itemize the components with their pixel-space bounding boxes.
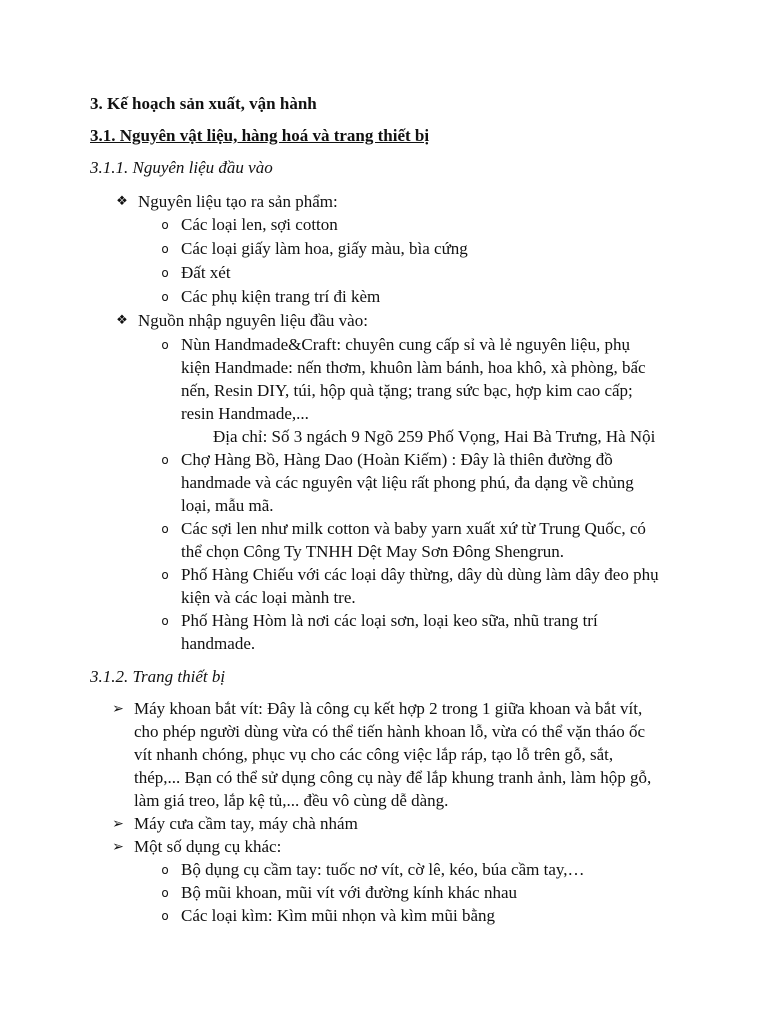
subsection-heading: 3.1. Nguyên vật liệu, hàng hoá và trang thiết bị [90, 126, 430, 145]
list-item: Đất xét [181, 263, 231, 282]
circle-bullet-icon: o [161, 338, 169, 352]
materials-title: Nguyên liệu tạo ra sản phẩm: [138, 192, 338, 211]
circle-bullet-icon: o [161, 568, 169, 582]
circle-bullet-icon: o [161, 453, 169, 467]
circle-bullet-icon: o [161, 909, 169, 923]
list-item: Nùn Handmade&Craft: chuyên cung cấp sỉ và lẻ nguyên liệu, phụ [181, 335, 630, 354]
list-item: Các phụ kiện trang trí đi kèm [181, 287, 381, 306]
circle-bullet-icon: o [161, 522, 169, 536]
list-item: thép,... Bạn có thể sử dụng công cụ này để lắp khung tranh ảnh, làm hộp gỗ, [134, 768, 652, 787]
list-item: handmade. [181, 634, 256, 653]
sources-title: Nguồn nhập nguyên liệu đầu vào: [138, 311, 368, 330]
list-item: Bộ dụng cụ cầm tay: tuốc nơ vít, cờ lê, kéo, búa cầm tay,… [181, 860, 585, 879]
list-item: Một số dụng cụ khác: [134, 837, 282, 856]
list-item: nến, Resin DIY, túi, hộp quà tặng; trang sức bạc, hợp kim cao cấp; [181, 381, 633, 400]
diamond-bullet-icon: ❖ [116, 313, 128, 328]
arrow-bullet-icon: ➢ [112, 839, 124, 855]
circle-bullet-icon: o [161, 863, 169, 877]
list-item: loại, mẫu mã. [181, 496, 274, 515]
list-item: làm giá treo, lắp kệ tủ,... đều vô cùng dễ dàng. [134, 791, 449, 810]
list-item: Phố Hàng Chiếu với các loại dây thừng, dây dù dùng làm dây đeo phụ [181, 565, 659, 584]
list-item: Các loại giấy làm hoa, giấy màu, bìa cứng [181, 239, 468, 258]
address-line: Địa chỉ: Số 3 ngách 9 Ngõ 259 Phố Vọng, Hai Bà Trưng, Hà Nội [213, 427, 656, 446]
list-item: handmade và các nguyên vật liệu rất phong phú, đa dạng về chủng [181, 473, 634, 492]
list-item: vít nhanh chóng, phục vụ cho các công việc lắp ráp, tạo lỗ trên gỗ, sắt, [134, 745, 614, 764]
list-item: kiện Handmade: nến thơm, khuôn làm bánh, hoa khô, xà phòng, bấc [181, 358, 646, 377]
circle-bullet-icon: o [161, 614, 169, 628]
diamond-bullet-icon: ❖ [116, 194, 128, 209]
arrow-bullet-icon: ➢ [112, 816, 124, 832]
list-item: resin Handmade,... [181, 404, 309, 423]
list-item: Các sợi len như milk cotton và baby yarn xuất xứ từ Trung Quốc, có [181, 519, 646, 538]
circle-bullet-icon: o [161, 886, 169, 900]
circle-bullet-icon: o [161, 266, 169, 280]
circle-bullet-icon: o [161, 242, 169, 256]
arrow-bullet-icon: ➢ [112, 701, 124, 717]
list-item: Các loại len, sợi cotton [181, 215, 338, 234]
sub-subsection-heading: 3.1.1. Nguyên liệu đầu vào [90, 158, 273, 177]
list-item: Máy khoan bắt vít: Đây là công cụ kết hợp 2 trong 1 giữa khoan và bắt vít, [134, 699, 643, 718]
section-heading: 3. Kế hoạch sản xuất, vận hành [90, 94, 317, 113]
list-item: Bộ mũi khoan, mũi vít với đường kính khác nhau [181, 883, 517, 902]
list-item: thể chọn Công Ty TNHH Dệt May Sơn Đông Shengrun. [181, 542, 565, 561]
circle-bullet-icon: o [161, 290, 169, 304]
sub-subsection-heading: 3.1.2. Trang thiết bị [90, 667, 226, 686]
list-item: Chợ Hàng Bồ, Hàng Dao (Hoàn Kiếm) : Đây là thiên đường đồ [181, 450, 613, 469]
list-item: kiện và các loại mành tre. [181, 588, 356, 607]
list-item: cho phép người dùng vừa có thể tiến hành khoan lỗ, vừa có thể vặn tháo ốc [134, 722, 646, 741]
list-item: Các loại kìm: Kìm mũi nhọn và kìm mũi bằng [181, 906, 495, 925]
circle-bullet-icon: o [161, 218, 169, 232]
list-item: Phố Hàng Hòm là nơi các loại sơn, loại keo sữa, nhũ trang trí [181, 611, 598, 630]
list-item: Máy cưa cầm tay, máy chà nhám [134, 814, 358, 833]
